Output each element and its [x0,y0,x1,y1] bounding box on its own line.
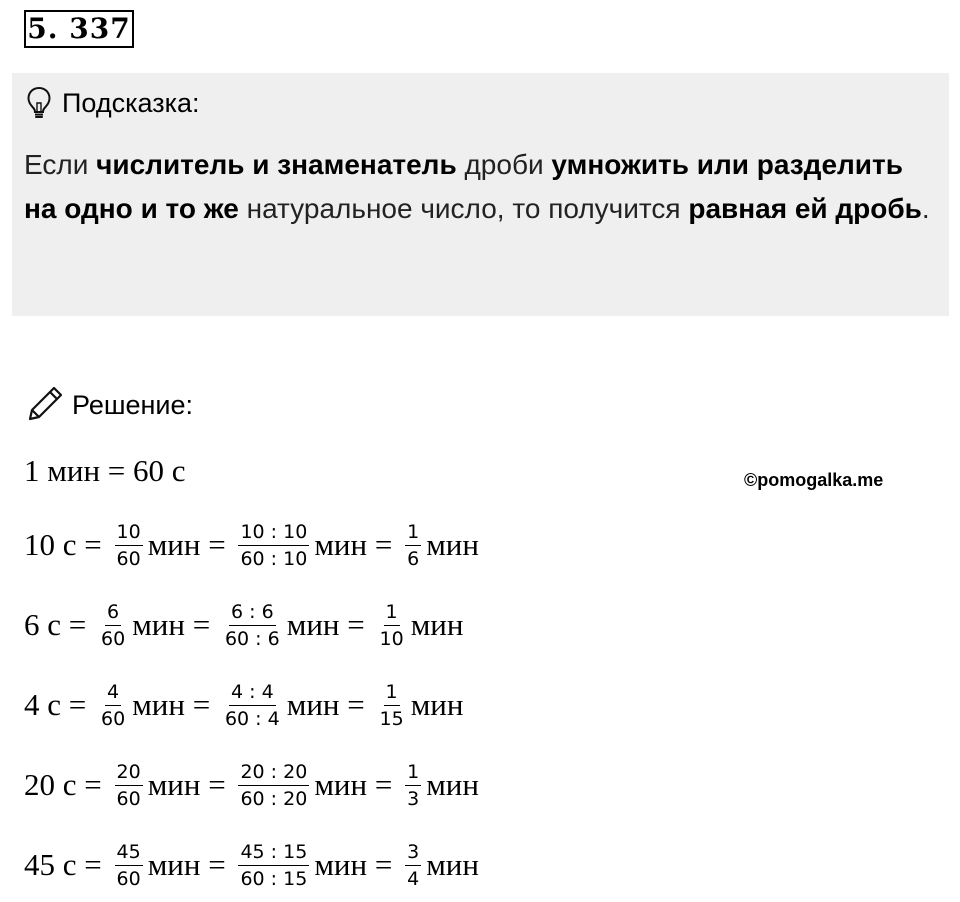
hint-text-part: Если [24,149,97,180]
fraction-numerator: 6 [105,601,121,626]
fraction-numerator: 4 [105,681,121,706]
equals-sign: = [367,527,401,562]
fraction-denominator: 6 [407,547,420,570]
problem-number: 5. 337 [24,10,134,48]
watermark: ©pomogalka.me [744,470,884,490]
hint-text [24,143,934,231]
equals-sign: = [200,847,234,882]
fraction [238,841,309,890]
unit-label: мин [286,687,340,722]
hint-text-part: . [921,193,930,224]
fraction [223,601,282,650]
fraction-denominator: 3 [407,787,420,810]
equals-sign: = [76,767,110,802]
equals-sign: = [76,527,110,562]
fraction-numerator: 20 [115,761,143,786]
fraction-numerator: 20 : 20 [238,761,309,786]
hint-text-part: натуральное число, то получится [238,193,689,224]
fraction-numerator: 1 [384,681,400,706]
hint-text-bold: равная ей дробь [688,193,922,224]
fraction [405,521,421,570]
equation-row [24,520,479,570]
unit-label: мин [410,687,464,722]
fraction [378,681,406,730]
solution-header [26,383,193,427]
equation-row [24,840,479,890]
equation-lhs: 10 с [24,527,77,562]
fraction [405,761,421,810]
fraction [223,681,282,730]
lightbulb-icon [26,86,52,120]
unit-label: мин [132,687,185,722]
fraction-denominator: 4 [407,867,420,890]
fraction-denominator: 60 : 4 [224,707,280,730]
solution-title: Решение: [72,389,194,420]
unit-label: мин [426,767,479,802]
fraction-numerator: 1 [405,521,421,546]
fraction [378,601,406,650]
equals-sign: = [339,607,373,642]
unit-label: мин [410,607,464,642]
unit-label: мин [426,527,479,562]
equation-lhs: 20 с [24,767,77,802]
fraction-numerator: 10 : 10 [238,521,309,546]
unit-label: мин [147,847,201,882]
fraction-numerator: 3 [405,841,421,866]
equals-sign: = [184,687,218,722]
fraction-denominator: 15 [379,707,404,730]
equation-lhs: 4 с [24,687,62,722]
fraction-denominator: 60 : 10 [240,547,308,570]
unit-label: мин [314,847,368,882]
fraction-numerator: 6 : 6 [229,601,276,626]
equals-sign: = [184,607,218,642]
equals-sign: = [200,527,234,562]
unit-label: мин [147,767,201,802]
fraction [99,681,127,730]
unit-label: мин [314,527,368,562]
fraction-numerator: 45 [115,841,143,866]
fraction-numerator: 1 [405,761,421,786]
equation-lhs: 45 с [24,847,77,882]
fraction-denominator: 10 [379,627,404,650]
equals-sign: = [61,607,94,642]
fraction [115,841,143,890]
unit-label: мин [314,767,368,802]
fraction-numerator: 45 : 15 [238,841,309,866]
fraction-numerator: 4 : 4 [229,681,276,706]
equals-sign: = [200,767,234,802]
fraction [238,521,309,570]
fraction-denominator: 60 : 15 [240,867,308,890]
unit-label: мин [426,847,479,882]
fraction-denominator: 60 : 6 [224,627,280,650]
equation-row [24,680,463,730]
hint-title: Подсказка: [62,87,200,118]
fraction-denominator: 60 [116,547,141,570]
equals-sign: = [367,847,401,882]
hint-text-bold: умножить или разделить на одно и то же [24,149,903,224]
equals-sign: = [339,687,373,722]
solution-intro: 1 мин = 60 с [24,453,186,488]
fraction-numerator: 10 [115,521,143,546]
equation-row [24,760,479,810]
unit-label: мин [147,527,201,562]
hint-header [26,85,200,121]
fraction [115,761,143,810]
fraction-denominator: 60 : 20 [240,787,308,810]
fraction-denominator: 60 [116,787,141,810]
fraction [115,521,143,570]
equals-sign: = [367,767,401,802]
hint-box [12,73,949,316]
fraction-denominator: 60 [101,707,126,730]
equation-lhs: 6 с [24,607,62,642]
fraction [405,841,421,890]
fraction [99,601,127,650]
unit-label: мин [132,607,185,642]
equals-sign: = [61,687,94,722]
fraction [238,761,309,810]
equation-row [24,600,463,650]
fraction-denominator: 60 [116,867,141,890]
fraction-denominator: 60 [101,627,126,650]
fraction-numerator: 1 [384,601,400,626]
hint-text-bold: числитель и знаменатель [96,149,457,180]
unit-label: мин [286,607,340,642]
hint-text-part: дроби [456,149,552,180]
equals-sign: = [76,847,110,882]
pencil-icon [26,383,66,428]
